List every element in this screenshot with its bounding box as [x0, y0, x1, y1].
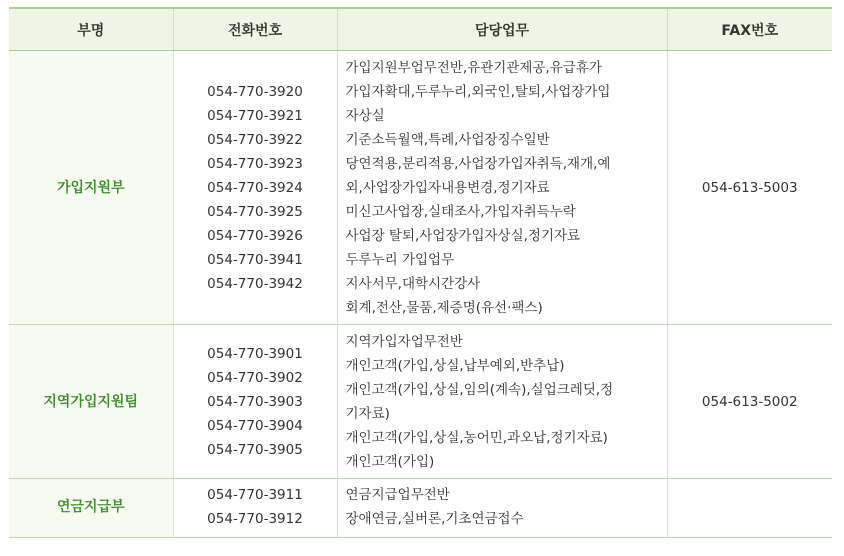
phone-number: 054-770-3926 [207, 228, 303, 244]
phone-number: 054-770-3924 [207, 180, 303, 196]
duty-line: 연금지급업무전반 [345, 487, 450, 503]
duty-line: 개인고객(가입) [345, 454, 435, 470]
duty-line: 가입지원부업무전반,유관기관제공,유급휴가 [345, 60, 602, 76]
fax-number [667, 479, 832, 538]
duty-line: 회계,전산,물품,제증명(유선·팩스) [345, 300, 543, 316]
phone-number: 054-770-3941 [207, 252, 303, 268]
duty-line: 당연적용,분리적용,사업장가입자취득,재개,예 [345, 156, 611, 172]
duty-line: 자상실 [345, 108, 385, 124]
phone-number: 054-770-3911 [207, 487, 303, 503]
phone-number: 054-770-3942 [207, 276, 303, 292]
duty-line: 개인고객(가입,상실,임의(계속),실업크레딧,정 [345, 382, 614, 398]
table-body [9, 51, 832, 538]
phone-number: 054-770-3905 [207, 442, 303, 458]
header-department: 부명 [9, 8, 173, 51]
table-row [9, 325, 832, 479]
phone-number: 054-770-3904 [207, 418, 303, 434]
duty-line: 지사서무,대학시간강사 [345, 276, 481, 292]
duty-line: 지역가입자업무전반 [345, 334, 463, 350]
table-row [9, 51, 832, 325]
department-name: 지역가입지원팀 [9, 325, 173, 479]
phone-number: 054-770-3912 [207, 511, 303, 527]
duty-line: 가입자확대,두루누리,외국인,탈퇴,사업장가입 [345, 84, 611, 100]
phone-number: 054-770-3925 [207, 204, 303, 220]
duty-line: 미신고사업장,실태조사,가입자취득누락 [345, 204, 576, 220]
phone-list [173, 325, 337, 479]
header-row [9, 8, 832, 51]
phone-number: 054-770-3923 [207, 156, 303, 172]
phone-number: 054-770-3921 [207, 108, 303, 124]
phone-number: 054-770-3903 [207, 394, 303, 410]
fax-number: 054-613-5003 [667, 51, 832, 325]
phone-list [173, 479, 337, 538]
duties-list [337, 51, 667, 325]
duty-line: 두루누리 가입업무 [345, 252, 455, 268]
department-name: 연금지급부 [9, 479, 173, 538]
phone-number: 054-770-3902 [207, 370, 303, 386]
table-row [9, 479, 832, 538]
phone-number: 054-770-3922 [207, 132, 303, 148]
duties-list [337, 479, 667, 538]
duty-line: 사업장 탈퇴,사업장가입자상실,정기자료 [345, 228, 581, 244]
department-name: 가입지원부 [9, 51, 173, 325]
duties-list [337, 325, 667, 479]
header-phone: 전화번호 [173, 8, 337, 51]
phone-number: 054-770-3901 [207, 346, 303, 362]
header-fax: FAX번호 [667, 8, 832, 51]
phone-list [173, 51, 337, 325]
duty-line: 외,사업장가입자내용변경,정기자료 [345, 180, 550, 196]
duty-line: 장애연금,실버론,기초연금접수 [345, 511, 524, 527]
contact-directory-table [9, 7, 832, 538]
phone-number: 054-770-3920 [207, 84, 303, 100]
header-duties: 담당업무 [337, 8, 667, 51]
duty-line: 개인고객(가입,상실,농어민,과오납,정기자료) [345, 430, 608, 446]
fax-number: 054-613-5002 [667, 325, 832, 479]
duty-line: 기준소득월액,특례,사업장징수일반 [345, 132, 550, 148]
duty-line: 기자료) [345, 406, 390, 422]
duty-line: 개인고객(가입,상실,납부예외,반추납) [345, 358, 565, 374]
